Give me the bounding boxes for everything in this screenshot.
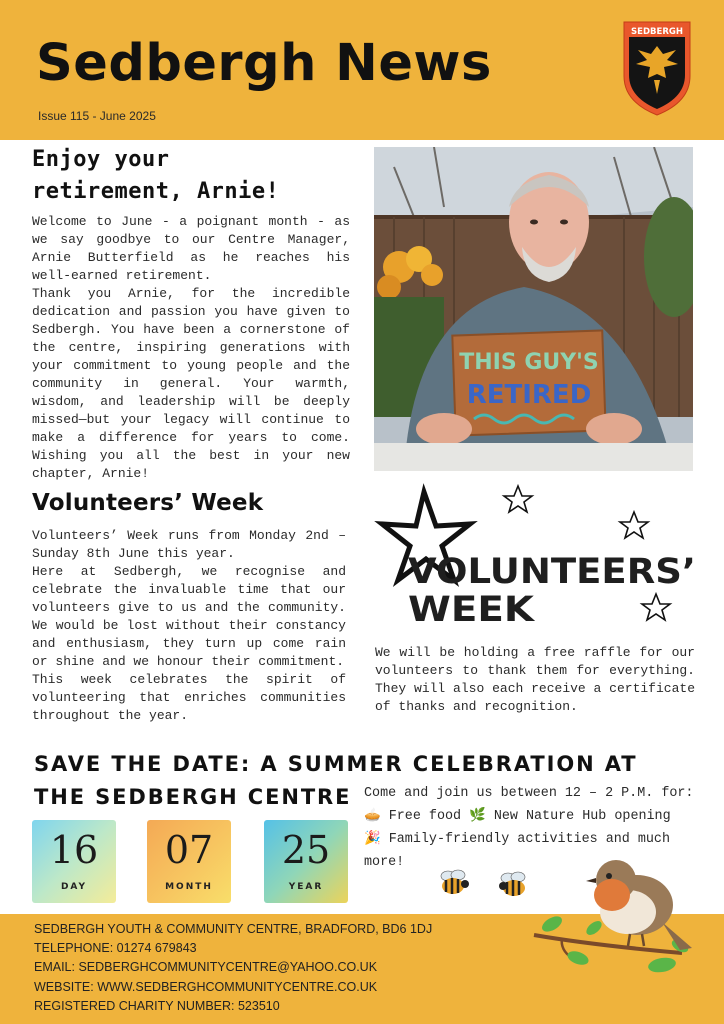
free-food-item: Free food <box>388 809 462 824</box>
nature-hub-item: New Nature Hub opening <box>493 809 671 824</box>
crest-text: SEDBERGH <box>631 27 683 37</box>
celebration-items-row1 <box>364 805 694 828</box>
save-the-date-heading: SAVE THE DATE: A SUMMER CELEBRATION AT <box>34 752 638 776</box>
leaf-icon <box>647 956 677 975</box>
volunteers-article <box>32 527 346 725</box>
date-month-label: MONTH <box>165 882 213 892</box>
footer-address: SEDBERGH YOUTH & COMMUNITY CENTRE, BRADFORD, BD6 1DJ <box>34 922 433 936</box>
small-star-icon <box>642 594 670 620</box>
date-year-label: YEAR <box>288 882 324 892</box>
footer-email: EMAIL: SEDBERGHCOMMUNITYCENTRE@YAHOO.CO.UK <box>34 960 378 975</box>
save-the-date-heading-line2: THE SEDBERGH CENTRE <box>34 785 352 809</box>
sign-text-line2: RETIRED <box>466 380 592 410</box>
celebration-items-row2 <box>364 828 694 851</box>
bee-icon <box>499 872 525 896</box>
retirement-heading <box>32 144 362 208</box>
date-year-value: 25 <box>281 828 331 872</box>
volunteers-paragraph-2: Here at Sedbergh, we recognise and celebrate the invaluable time that our volunteers give to us and the community. We would be lost without their constancy and enthusiasm, they turn up come rain or shine and we honour their commitment. <box>32 564 346 669</box>
date-day-box <box>32 820 116 903</box>
volunteers-logo-line2: WEEK <box>408 590 537 630</box>
sedbergh-crest-logo <box>620 18 694 118</box>
sign-text-line1: THIS GUY'S <box>459 350 599 375</box>
date-month-value: 07 <box>164 828 214 872</box>
robin-illustration <box>532 850 694 975</box>
issue-info: Issue 115 - June 2025 <box>38 109 156 123</box>
volunteers-heading: Volunteers’ Week <box>32 490 264 516</box>
family-activities-item: Family-friendly activities and much <box>388 832 670 847</box>
retirement-paragraph-2: Thank you Arnie, for the incredible dedication and passion you have given to Sedbergh. You have been a cornerstone of the centre, inspiring generations with your commitment to young people and the community in general. Your warmth, wisdom, and leadership will be deeply missed—but your legacy will continue to make a difference for years to come. Wishing you all the best in your new chapter, Arnie! <box>32 286 350 481</box>
raffle-text: We will be holding a free raffle for our volunteers to thank them for everything. They will also each receive a certificate of thanks and recognition. <box>375 645 695 714</box>
pie-icon: 🥧 <box>364 809 381 824</box>
volunteers-week-logo <box>372 482 698 632</box>
volunteers-logo-line1: VOLUNTEERS’ <box>408 552 696 592</box>
celebration-intro: Come and join us between 12 – 2 P.M. for: <box>364 786 694 801</box>
party-popper-icon: 🎉 <box>364 832 381 847</box>
retirement-article <box>32 213 350 483</box>
small-star-icon <box>620 512 648 538</box>
retirement-heading-line1: Enjoy your <box>32 147 170 172</box>
footer-website: WEBSITE: WWW.SEDBERGHCOMMUNITYCENTRE.CO.UK <box>34 979 378 994</box>
arnie-photo <box>374 147 693 471</box>
footer-charity-number: REGISTERED CHARITY NUMBER: 523510 <box>34 998 280 1013</box>
leaf-icon <box>566 949 591 968</box>
bees-illustration <box>436 866 536 906</box>
date-month-box <box>147 820 231 903</box>
herb-icon: 🌿 <box>469 809 486 824</box>
retirement-heading-line2: retirement, Arnie! <box>32 179 280 204</box>
small-star-icon <box>504 486 532 512</box>
date-day-label: DAY <box>60 882 88 892</box>
volunteers-paragraph-3: This week celebrates the spirit of volunteering that enriches communities throughout the year. <box>32 672 346 723</box>
family-activities-item-cont: more! <box>364 855 405 870</box>
volunteers-paragraph-1: Volunteers’ Week runs from Monday 2nd – Sunday 8th June this year. <box>32 528 346 561</box>
footer-contact <box>34 920 432 1016</box>
footer-telephone: TELEPHONE: 01274 679843 <box>34 941 197 956</box>
newsletter-title: Sedbergh News <box>36 34 492 93</box>
leaf-icon <box>584 918 604 937</box>
date-year-box <box>264 820 348 903</box>
date-day-value: 16 <box>49 828 99 872</box>
leaf-icon <box>539 913 564 934</box>
retirement-paragraph-1: Welcome to June - a poignant month - as we say goodbye to our Centre Manager, Arnie Butterfield as he reaches his well-earned retirement. <box>32 214 350 283</box>
bee-icon <box>441 870 469 894</box>
